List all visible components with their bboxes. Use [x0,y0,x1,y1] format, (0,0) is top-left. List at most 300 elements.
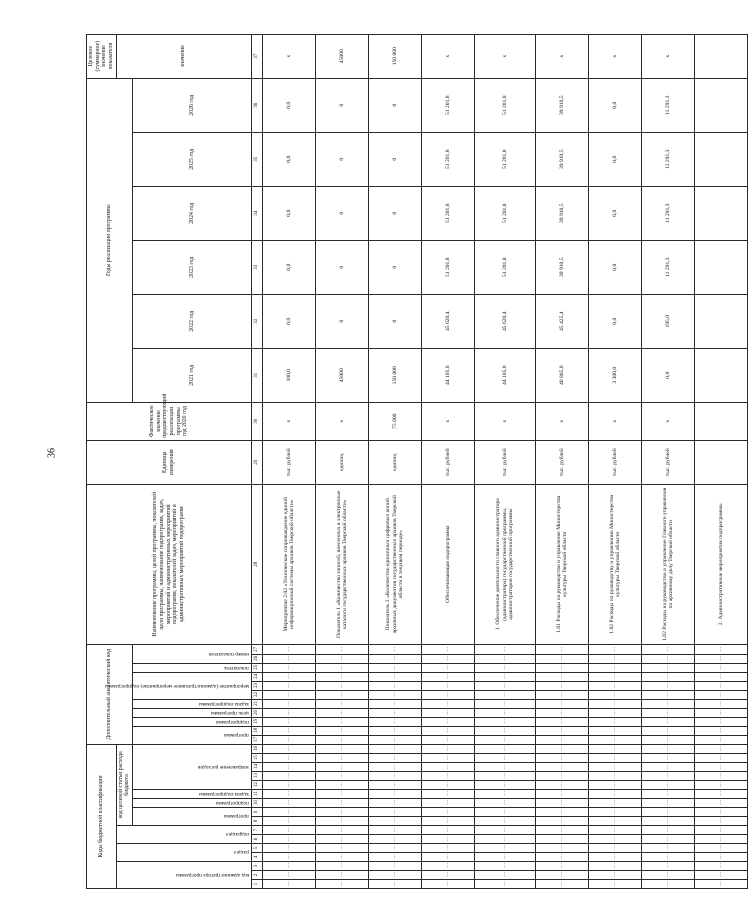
code-cell: … [641,817,694,826]
task-header: задача подпрограммы [132,790,251,799]
code-cell: … [535,681,588,690]
code-cell: … [368,826,421,835]
code-cell: … [262,708,315,717]
code-cell: … [315,735,368,744]
row-name: 1. Обеспечение деятельности главного администратора (администратора) государственной программы, администраторов государственной программы [474,484,535,644]
code-cell: … [694,663,747,672]
code-cell: … [262,817,315,826]
year-value [694,132,747,186]
code-cell: … [641,790,694,799]
code-cell: … [315,717,368,726]
table-row [535,34,588,888]
table-row [694,34,747,888]
column-number: 3 [251,862,262,871]
code-cell: … [262,726,315,735]
year-value: 51 201,8 [474,186,535,240]
code-cell: … [262,835,315,844]
code-cell: … [641,799,694,808]
table-row [588,34,641,888]
code-cell: … [262,644,315,654]
year-value: 39 910,5 [535,240,588,294]
code-cell: … [641,644,694,654]
row-final [694,34,747,78]
year-value: 0 [368,78,421,132]
code-cell: … [474,681,535,690]
code-cell: … [368,799,421,808]
row-unit: тыс. рублей [588,440,641,484]
year-value: 51 201,8 [474,240,535,294]
admin-code-header: код администратора программы [116,862,251,889]
code-cell: … [588,681,641,690]
row-unit: единиц [315,440,368,484]
code-cell: … [262,763,315,772]
code-cell: … [368,663,421,672]
row-actual: х [641,402,694,440]
row-final: х [421,34,474,78]
code-cell: … [368,681,421,690]
code-cell: … [588,781,641,790]
a-indicator-header: показатель [132,663,251,672]
code-cell: … [315,799,368,808]
row-name: Показатель 1 «Количество записей, внесенных в электронные каталоги государственных архивов Тверской области» [315,484,368,644]
code-cell: … [262,735,315,744]
year-value: 0,0 [262,186,315,240]
code-cell: … [535,853,588,862]
code-cell: … [262,772,315,781]
code-cell: … [315,690,368,699]
code-cell: … [315,699,368,708]
code-cell: … [474,835,535,844]
row-actual: х [262,402,315,440]
code-cell: … [368,781,421,790]
year-value: 44 105,0 [421,348,474,402]
year-value: 11 291,3 [641,132,694,186]
code-cell: … [368,772,421,781]
code-cell: … [421,717,474,726]
column-number: 16 [251,744,262,753]
code-cell: … [262,663,315,672]
code-cell: … [262,862,315,871]
column-number: 32 [251,294,262,348]
code-cell: … [262,754,315,763]
table-row [641,34,694,888]
code-cell: … [262,781,315,790]
code-cell: … [694,681,747,690]
header-row-1 [87,34,117,888]
code-cell: … [694,690,747,699]
code-cell: … [262,826,315,835]
code-cell: … [588,826,641,835]
code-cell: … [641,844,694,853]
column-number: 33 [251,240,262,294]
code-cell: … [421,808,474,817]
code-cell: … [474,844,535,853]
program-table [86,34,748,889]
column-number: 37 [251,34,262,78]
code-cell: … [588,672,641,681]
row-actual: х [588,402,641,440]
code-cell: … [368,862,421,871]
row-name: Мероприятие 2.02 «Техническое сопровождение единой информационной системы архивов Тверской области» [262,484,315,644]
code-cell: … [641,690,694,699]
code-cell: … [588,772,641,781]
code-cell: … [421,799,474,808]
code-cell: … [535,663,588,672]
column-number: 9 [251,808,262,817]
code-cell: … [315,844,368,853]
code-cell: … [421,754,474,763]
row-final: х [535,34,588,78]
code-cell: … [315,772,368,781]
code-cell: … [535,880,588,889]
code-cell: … [641,744,694,753]
column-number: 30 [251,402,262,440]
row-unit [694,440,747,484]
code-cell: … [535,844,588,853]
code-cell: … [535,772,588,781]
code-cell: … [368,672,421,681]
a-goal-header: цель программы [132,708,251,717]
code-cell: … [421,663,474,672]
year-header-2024: 2024 год [132,186,251,240]
code-cell: … [588,808,641,817]
code-cell: … [421,690,474,699]
code-cell: … [421,853,474,862]
code-cell: … [535,690,588,699]
code-cell: … [641,871,694,880]
code-cell: … [694,672,747,681]
column-number: 31 [251,348,262,402]
code-cell: … [535,826,588,835]
code-cell: … [315,763,368,772]
code-cell: … [474,763,535,772]
year-value: 51 201,8 [421,186,474,240]
column-number: 23 [251,681,262,690]
code-cell: … [262,681,315,690]
year-value: 39 910,5 [535,186,588,240]
year-value: 0,0 [262,294,315,348]
code-cell: … [588,763,641,772]
year-value: 0 [368,186,421,240]
row-name: Показатель 2 «Количество единичных цифровых копий архивных документов государственных архивов Тверской области в текущем периоде» [368,484,421,644]
row-unit: тыс. рублей [421,440,474,484]
row-final: х [588,34,641,78]
code-cell: … [641,708,694,717]
row-final: 150 000 [368,34,421,78]
row-unit: тыс. рублей [262,440,315,484]
year-value: 0,0 [588,240,641,294]
code-cell: … [368,708,421,717]
column-number: 29 [251,440,262,484]
column-number: 1 [251,880,262,889]
code-cell: … [588,754,641,763]
code-cell: … [588,799,641,808]
code-cell: … [588,871,641,880]
column-number: 18 [251,726,262,735]
code-cell: … [368,644,421,654]
code-cell: … [474,654,535,663]
column-number: 22 [251,690,262,699]
year-value: 0 [315,240,368,294]
code-cell: … [315,663,368,672]
code-cell: … [474,744,535,753]
year-value: 0,0 [588,132,641,186]
code-cell: … [474,644,535,654]
column-number: 36 [251,78,262,132]
code-cell: … [421,735,474,744]
code-cell: … [474,853,535,862]
a-measure-header: мероприятие (административное мероприятие) подпрограммы [132,672,251,699]
year-value: 0 [315,132,368,186]
year-value: 45 620,4 [421,294,474,348]
year-value: 11 291,3 [641,240,694,294]
code-cell: … [535,817,588,826]
year-value: 195,0 [641,294,694,348]
code-cell: … [641,699,694,708]
code-cell: … [315,744,368,753]
a-task-header: задача подпрограммы [132,699,251,708]
code-cell: … [474,672,535,681]
code-cell: … [315,808,368,817]
code-cell: … [368,726,421,735]
code-cell: … [474,817,535,826]
table-row [474,34,535,888]
column-number: 2 [251,871,262,880]
code-cell: … [535,862,588,871]
code-cell: … [694,735,747,744]
code-cell: … [641,735,694,744]
year-value: 51 201,8 [474,78,535,132]
year-value: 0,0 [262,78,315,132]
code-cell: … [421,862,474,871]
code-cell: … [315,654,368,663]
code-cell: … [474,871,535,880]
column-number: 35 [251,132,262,186]
code-cell: … [368,880,421,889]
name-header: Наименование программы, целей программы, показателей цели программы, наименование подпрограмм, задач, мероприятий и административных мероприятий подпрограмм, показателей задач, мероприятий и административных мероприятий подпрограмм [87,484,252,644]
code-cell: … [694,754,747,763]
code-cell: … [421,781,474,790]
table-row [315,34,368,888]
year-value: 51 201,8 [421,132,474,186]
row-name: 1.02 Расходы по руководству и управлению Министерства культуры Тверской области [588,484,641,644]
code-cell: … [474,862,535,871]
code-cell: … [588,663,641,672]
code-cell: … [368,844,421,853]
row-actual [694,402,747,440]
column-number: 13 [251,772,262,781]
code-cell: … [315,826,368,835]
code-cell: … [368,744,421,753]
analytic-group-header: Дополнительный аналитический код [87,644,133,744]
code-cell: … [262,799,315,808]
code-cell: … [694,880,747,889]
code-cell: … [535,699,588,708]
year-value: 0 [315,78,368,132]
code-cell: … [368,690,421,699]
row-unit: тыс. рублей [641,440,694,484]
code-cell: … [262,844,315,853]
row-final: 45000 [315,34,368,78]
column-number: 7 [251,826,262,835]
code-cell: … [421,835,474,844]
page-number: 36 [46,448,58,458]
column-number-row [251,34,262,888]
code-cell: … [474,772,535,781]
year-header-2025: 2025 год [132,132,251,186]
year-value: 40 805,0 [535,348,588,402]
year-value [694,348,747,402]
subsection-header: подраздел [116,826,251,844]
code-cell: … [262,672,315,681]
code-cell: … [694,644,747,654]
year-value: 51 201,8 [421,78,474,132]
code-cell: … [474,790,535,799]
row-actual: х [421,402,474,440]
column-number: 10 [251,799,262,808]
column-number: 12 [251,781,262,790]
column-number: 5 [251,844,262,853]
years-group-header: Годы реализации программы [87,78,133,402]
column-number: 24 [251,672,262,681]
program-header: программа [132,808,251,826]
a-subprogram-header: подпрограмма [132,717,251,726]
code-cell: … [694,772,747,781]
code-cell: … [315,880,368,889]
code-cell: … [588,726,641,735]
code-cell: … [368,790,421,799]
code-cell: … [694,817,747,826]
row-name: Обеспечивающая подпрограмма [421,484,474,644]
code-cell: … [368,871,421,880]
code-cell: … [421,826,474,835]
code-cell: … [368,853,421,862]
year-header-2026: 2026 год [132,78,251,132]
code-cell: … [588,699,641,708]
year-value: 0,0 [588,186,641,240]
code-cell: … [694,699,747,708]
code-cell: … [535,754,588,763]
code-cell: … [694,708,747,717]
code-cell: … [535,726,588,735]
code-cell: … [588,790,641,799]
year-value: 45 425,4 [535,294,588,348]
code-cell: … [262,744,315,753]
code-cell: … [474,781,535,790]
code-cell: … [641,654,694,663]
row-actual: х [474,402,535,440]
code-cell: … [315,790,368,799]
code-cell: … [535,717,588,726]
rotated-table-stage [86,40,724,889]
code-cell: … [694,717,747,726]
year-value: 0,0 [262,132,315,186]
code-cell: … [421,871,474,880]
code-cell: … [421,763,474,772]
code-cell: … [474,808,535,817]
code-cell: … [535,644,588,654]
row-actual: 75 000 [368,402,421,440]
code-cell: … [315,681,368,690]
table-row [262,34,315,888]
code-cell: … [474,699,535,708]
year-value: 51 201,8 [474,132,535,186]
code-cell: … [535,708,588,717]
code-cell: … [535,835,588,844]
code-cell: … [641,826,694,835]
code-cell: … [535,654,588,663]
code-cell: … [694,808,747,817]
code-cell: … [694,862,747,871]
final-value-header: значение [116,34,251,78]
code-cell: … [368,735,421,744]
code-cell: … [262,808,315,817]
a-indicator-no-header: номер показателя [132,644,251,663]
year-value: 0 [315,294,368,348]
row-name: 1.01 Расходы на руководство и управление Министерства культуры Тверской области [535,484,588,644]
code-cell: … [315,726,368,735]
row-name: 1.02 Расходы на руководство и управление Главного управления по архивному делу Тверской области [641,484,694,644]
code-cell: … [535,871,588,880]
row-unit: тыс. рублей [474,440,535,484]
code-cell: … [315,862,368,871]
year-value: 39 910,5 [535,132,588,186]
year-value: 150 000 [368,348,421,402]
code-cell: … [694,871,747,880]
target-article-header: код целевой статьи расхода бюджета [116,744,132,825]
code-cell: … [535,790,588,799]
row-unit: единиц [368,440,421,484]
code-cell: … [641,880,694,889]
code-cell: … [368,699,421,708]
code-cell: … [694,744,747,753]
row-actual: х [315,402,368,440]
code-cell: … [421,644,474,654]
column-number: 26 [251,654,262,663]
code-cell: … [694,781,747,790]
code-cell: … [262,699,315,708]
year-header-2023: 2023 год [132,240,251,294]
code-cell: … [588,853,641,862]
code-cell: … [474,754,535,763]
code-cell: … [315,754,368,763]
code-cell: … [588,835,641,844]
code-cell: … [641,726,694,735]
year-value: 0 [315,186,368,240]
column-number: 17 [251,735,262,744]
column-number: 28 [251,484,262,644]
code-cell: … [694,726,747,735]
code-cell: … [368,817,421,826]
code-cell: … [368,808,421,817]
code-cell: … [641,663,694,672]
column-number: 25 [251,663,262,672]
row-final: х [262,34,315,78]
code-cell: … [535,799,588,808]
code-cell: … [421,817,474,826]
row-name: 2. Административные мероприятия подпрограммы [694,484,747,644]
code-cell: … [588,690,641,699]
code-cell: … [421,681,474,690]
code-cell: … [641,672,694,681]
code-cell: … [535,672,588,681]
code-cell: … [474,708,535,717]
code-cell: … [694,654,747,663]
year-value: 11 291,3 [641,78,694,132]
year-value: 0,0 [641,348,694,402]
year-value: 11 291,3 [641,186,694,240]
year-value: 0,0 [588,294,641,348]
